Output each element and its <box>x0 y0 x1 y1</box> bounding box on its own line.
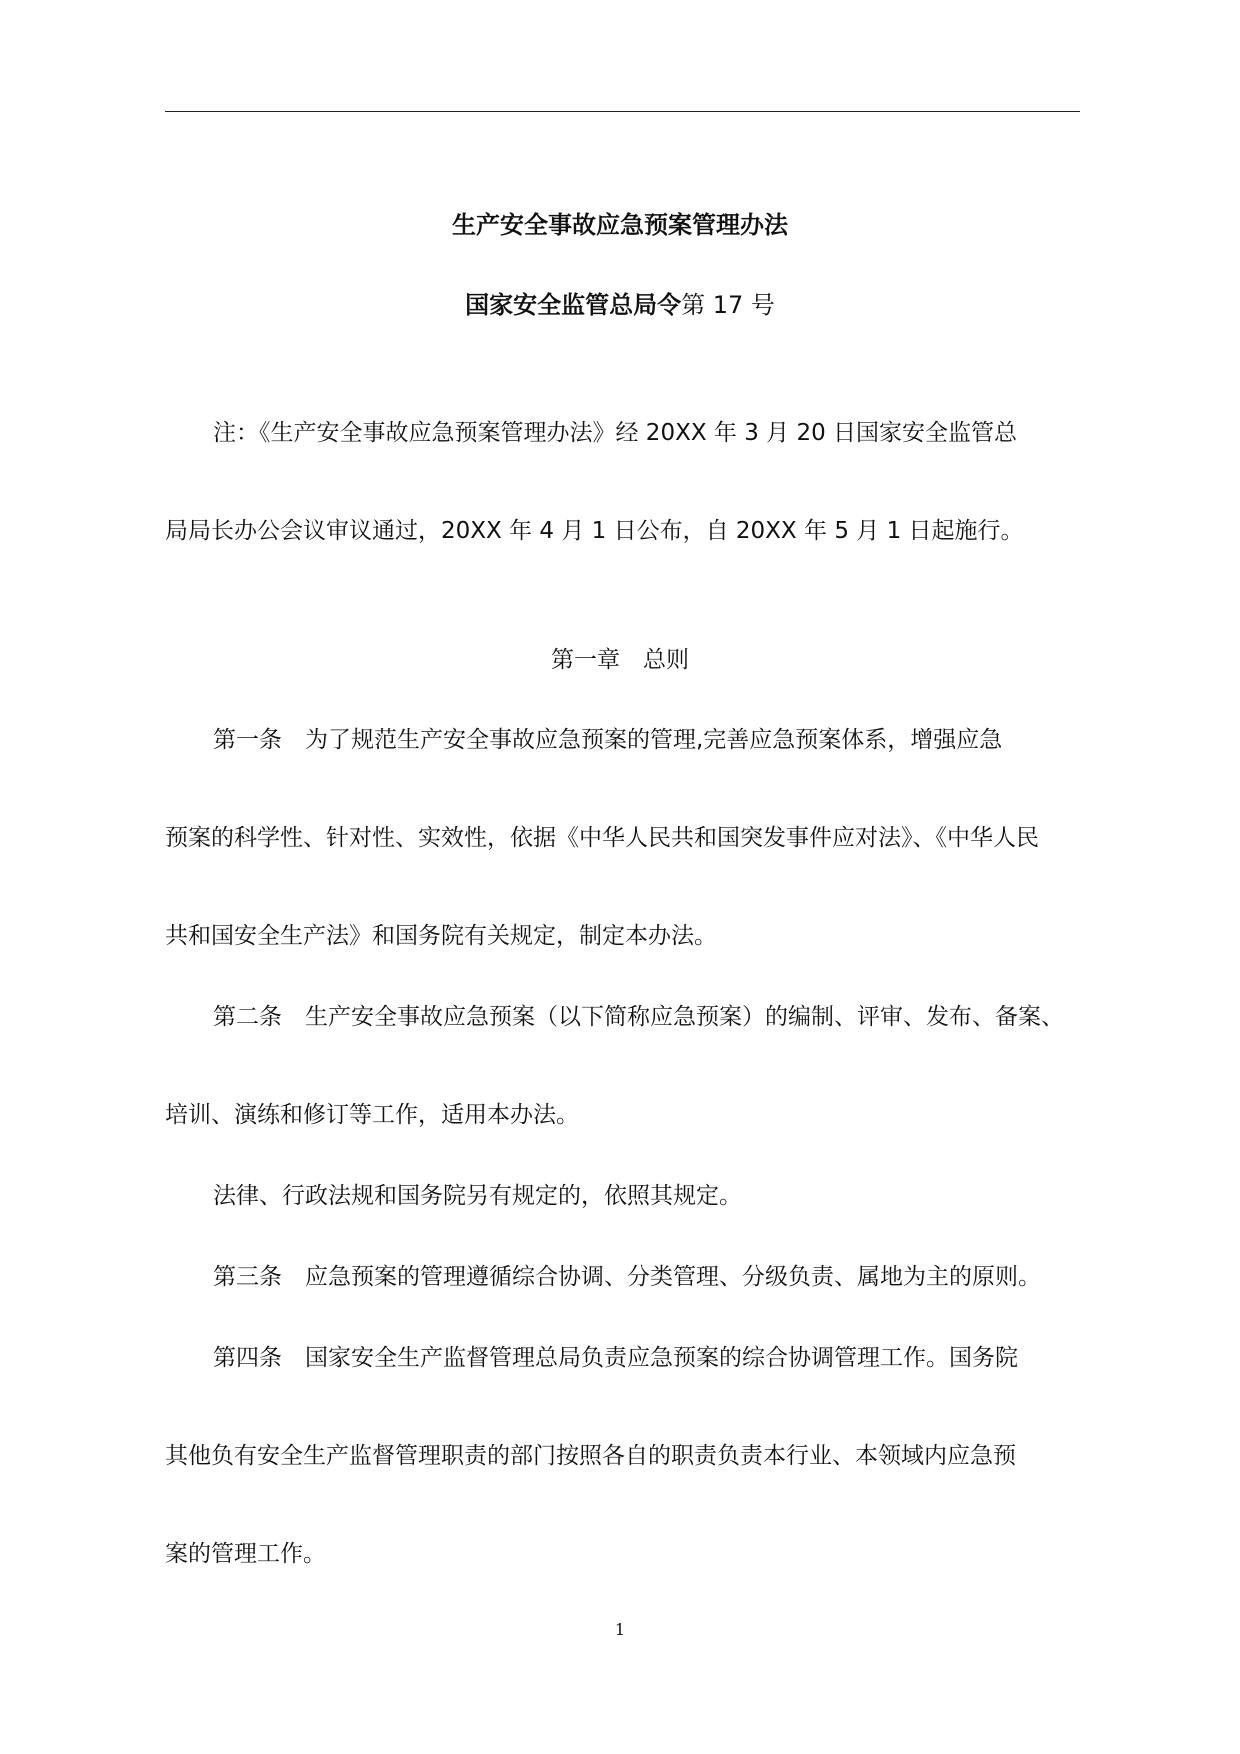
article-2-line-2: 培训、演练和修订等工作，适用本办法。 <box>165 1102 579 1128</box>
article-2-line-1: 第二条 生产安全事故应急预案（以下简称应急预案）的编制、评审、发布、备案、 <box>213 1004 1064 1030</box>
page-number: 1 <box>614 1620 626 1639</box>
article-1-line-1: 第一条 为了规范生产安全事故应急预案的管理,完善应急预案体系，增强应急 <box>213 727 1003 753</box>
article-4-line-3: 案的管理工作。 <box>165 1541 326 1567</box>
order-line <box>0 290 1240 320</box>
article-3: 第三条 应急预案的管理遵循综合协调、分类管理、分级负责、属地为主的原则。 <box>213 1264 1041 1290</box>
order-bold-text: 国家安全监管总局令 <box>465 291 682 319</box>
order-number: 第 17 号 <box>681 291 775 319</box>
article-1-line-3: 共和国安全生产法》和国务院有关规定，制定本办法。 <box>165 923 717 949</box>
article-2-extra: 法律、行政法规和国务院另有规定的，依照其规定。 <box>213 1183 742 1209</box>
header-rule <box>165 111 1080 112</box>
article-4-line-1: 第四条 国家安全生产监督管理总局负责应急预案的综合协调管理工作。国务院 <box>213 1345 1018 1371</box>
note-line-1: 注：《生产安全事故应急预案管理办法》经 20XX 年 3 月 20 日国家安全监管总 <box>213 420 1018 446</box>
chapter-heading: 第一章 总则 <box>551 647 689 673</box>
article-1-line-2: 预案的科学性、针对性、实效性，依据《中华人民共和国突发事件应对法》、《中华人民 <box>165 825 1039 851</box>
document-title: 生产安全事故应急预案管理办法 <box>452 211 788 239</box>
note-line-2: 局局长办公会议审议通过，20XX 年 4 月 1 日公布，自 20XX 年 5 月 1 日起施行。 <box>165 518 1024 544</box>
article-4-line-2: 其他负有安全生产监督管理职责的部门按照各自的职责负责本行业、本领域内应急预 <box>165 1443 1016 1469</box>
